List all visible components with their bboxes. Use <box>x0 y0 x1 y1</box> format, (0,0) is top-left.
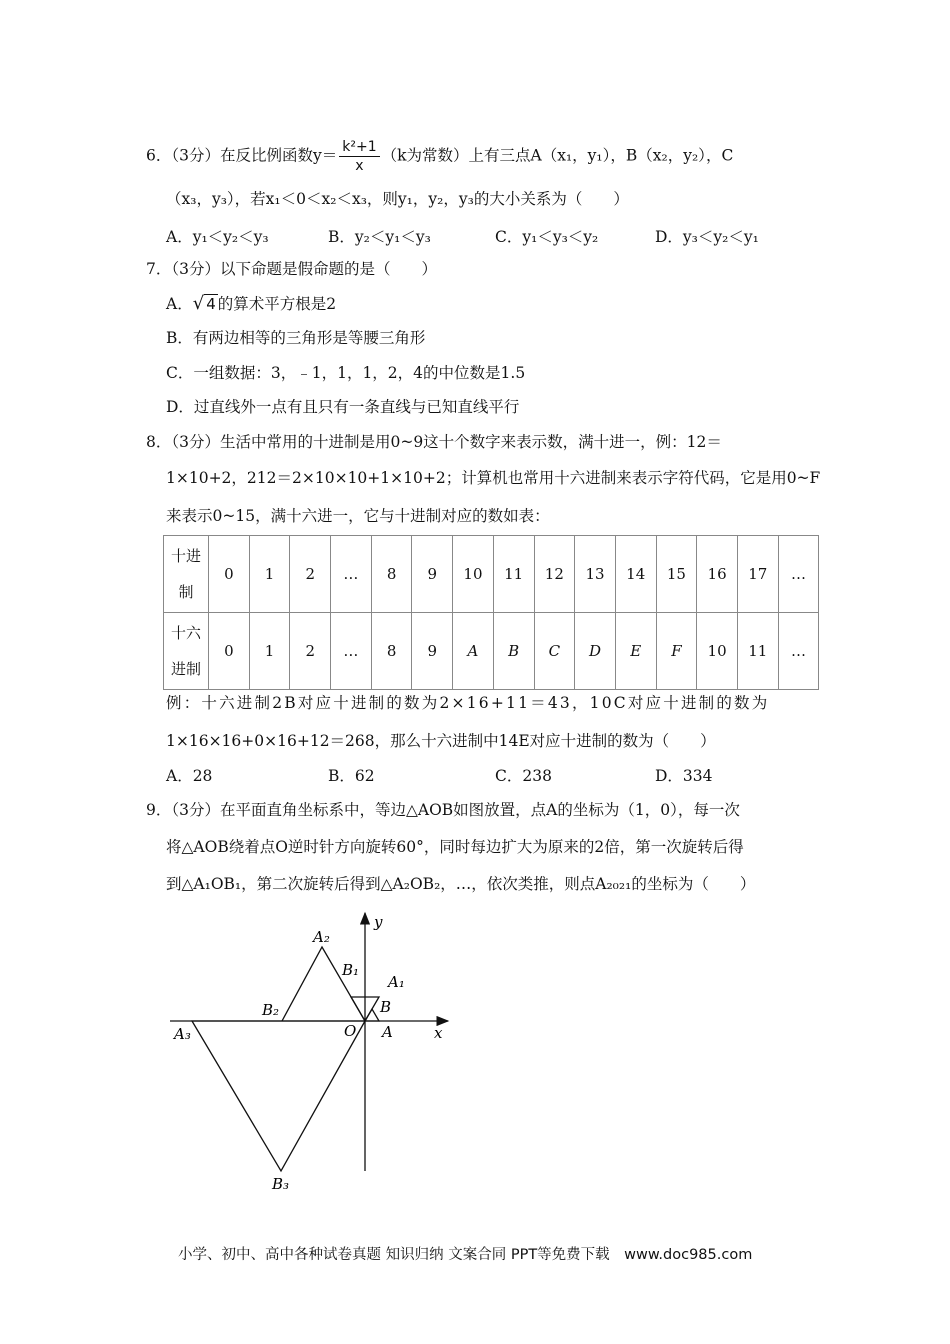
table-cell: 9 <box>412 613 453 690</box>
table-cell: 15 <box>656 536 697 613</box>
table-cell: … <box>331 613 372 690</box>
q7-option-a-prefix: A． <box>166 295 193 313</box>
q6-line2: （x₃，y₃），若x₁＜0＜x₂＜x₃，则y₁，y₂，y₃的大小关系为（ ） <box>166 190 629 208</box>
table-cell: F <box>656 613 697 690</box>
table-cell: 1 <box>249 536 290 613</box>
q8-option-b[interactable]: B．62 <box>328 767 375 785</box>
table-cell: … <box>778 536 819 613</box>
q8-line3: 来表示0~15，满十六进一，它与十进制对应的数如表： <box>166 507 550 525</box>
table-cell: 13 <box>575 536 616 613</box>
triangle-a3ob3 <box>192 1021 365 1171</box>
q7-option-c[interactable]: C．一组数据：3，﹣1，1，1，2，4的中位数是1.5 <box>166 364 526 382</box>
q7-option-a[interactable] <box>166 293 336 315</box>
table-cell: 14 <box>615 536 656 613</box>
label-b1: B₁ <box>342 961 360 979</box>
q8-line2: 1×10+2，212＝2×10×10+1×10+2；计算机也常用十六进制来表示字符代码，它是用0~F <box>166 469 821 487</box>
q8-line5: 1×16×16+0×16+12＝268，那么十六进制中14E对应十进制的数为（ ） <box>166 732 716 750</box>
label-b3: B₃ <box>272 1175 290 1193</box>
table-cell: 11 <box>737 613 778 690</box>
table-row-hex <box>164 613 819 690</box>
table-cell: 2 <box>290 613 331 690</box>
rotation-figure <box>160 905 460 1205</box>
q7-option-b[interactable]: B．有两边相等的三角形是等腰三角形 <box>166 329 426 347</box>
label-a3: A₃ <box>174 1025 191 1043</box>
table-cell: 16 <box>697 536 738 613</box>
label-a2: A₂ <box>313 928 330 946</box>
table-cell: 2 <box>290 536 331 613</box>
q6-y-eq: y＝ <box>312 146 338 165</box>
sqrt-symbol: √ 4 <box>192 293 216 314</box>
table-cell: 12 <box>534 536 575 613</box>
q9-line3: 到△A₁OB₁，第二次旋转后得到△A₂OB₂，…，依次类推，则点A₂₀₂₁的坐标为（ ） <box>166 875 756 893</box>
table-cell: E <box>615 613 656 690</box>
table-cell: D <box>575 613 616 690</box>
q7-stem: 7．（3分）以下命题是假命题的是（ ） <box>146 260 437 278</box>
label-x: x <box>434 1024 443 1042</box>
label-b: B <box>380 998 392 1016</box>
label-o: O <box>344 1022 357 1040</box>
table-cell: … <box>778 613 819 690</box>
table-header-decimal: 十进 制 <box>164 536 209 613</box>
q9-line1: 9．（3分）在平面直角坐标系中，等边△AOB如图放置，点A的坐标为（1，0），每一次 <box>146 801 740 819</box>
q7-option-a-rest: 的算术平方根是2 <box>217 295 337 313</box>
table-cell: 17 <box>737 536 778 613</box>
label-y: y <box>374 913 383 931</box>
q7-option-d[interactable]: D．过直线外一点有且只有一条直线与已知直线平行 <box>166 398 520 416</box>
table-row-decimal <box>164 536 819 613</box>
q6-option-a[interactable]: A．y₁＜y₂＜y₃ <box>166 228 269 246</box>
label-b2: B₂ <box>262 1001 280 1019</box>
hex-decimal-table <box>163 535 819 690</box>
table-cell: 1 <box>249 613 290 690</box>
q8-option-c[interactable]: C．238 <box>495 767 552 785</box>
q6-option-b[interactable]: B．y₂＜y₁＜y₃ <box>328 228 431 246</box>
table-cell: 0 <box>209 536 250 613</box>
q6-fraction-numerator: k²+1 <box>339 138 379 157</box>
triangle-aob <box>365 1009 379 1021</box>
label-a1: A₁ <box>388 973 405 991</box>
table-cell: … <box>331 536 372 613</box>
q6-fraction-denominator: x <box>355 158 364 174</box>
triangle-a2ob2 <box>282 947 365 1021</box>
q8-option-a[interactable]: A．28 <box>166 767 213 785</box>
table-cell: C <box>534 613 575 690</box>
q8-option-d[interactable]: D．334 <box>655 767 713 785</box>
q8-line1: 8．（3分）生活中常用的十进制是用0~9这十个数字来表示数，满十进一，例：12＝ <box>146 433 722 451</box>
table-cell: 10 <box>697 613 738 690</box>
table-cell: 9 <box>412 536 453 613</box>
table-cell: 8 <box>371 536 412 613</box>
page-footer: 小学、初中、高中各种试卷真题 知识归纳 文案合同 PPT等免费下载 www.doc985.com <box>178 1247 753 1263</box>
table-cell: 8 <box>371 613 412 690</box>
q6-line1 <box>146 138 733 175</box>
q6-fraction <box>339 138 379 175</box>
q6-option-d[interactable]: D．y₃＜y₂＜y₁ <box>655 228 759 246</box>
q6-option-c[interactable]: C．y₁＜y₃＜y₂ <box>495 228 599 246</box>
q6-line1-rest: （k为常数）上有三点A（x₁，y₁），B（x₂，y₂），C <box>381 146 734 165</box>
table-cell: 11 <box>493 536 534 613</box>
table-cell: B <box>493 613 534 690</box>
q6-prefix: 6．（3分）在反比例函数 <box>146 146 313 165</box>
q7-radicand: 4 <box>206 295 216 313</box>
table-cell: A <box>453 613 494 690</box>
table-cell: 0 <box>209 613 250 690</box>
q9-line2: 将△AOB绕着点O逆时针方向旋转60°，同时每边扩大为原来的2倍，第一次旋转后得 <box>166 838 744 856</box>
table-header-hex: 十六 进制 <box>164 613 209 690</box>
label-a: A <box>382 1023 393 1041</box>
table-cell: 10 <box>453 536 494 613</box>
q8-line4: 例：十六进制2B对应十进制的数为2×16+11＝43，10C对应十进制的数为 <box>166 694 770 712</box>
